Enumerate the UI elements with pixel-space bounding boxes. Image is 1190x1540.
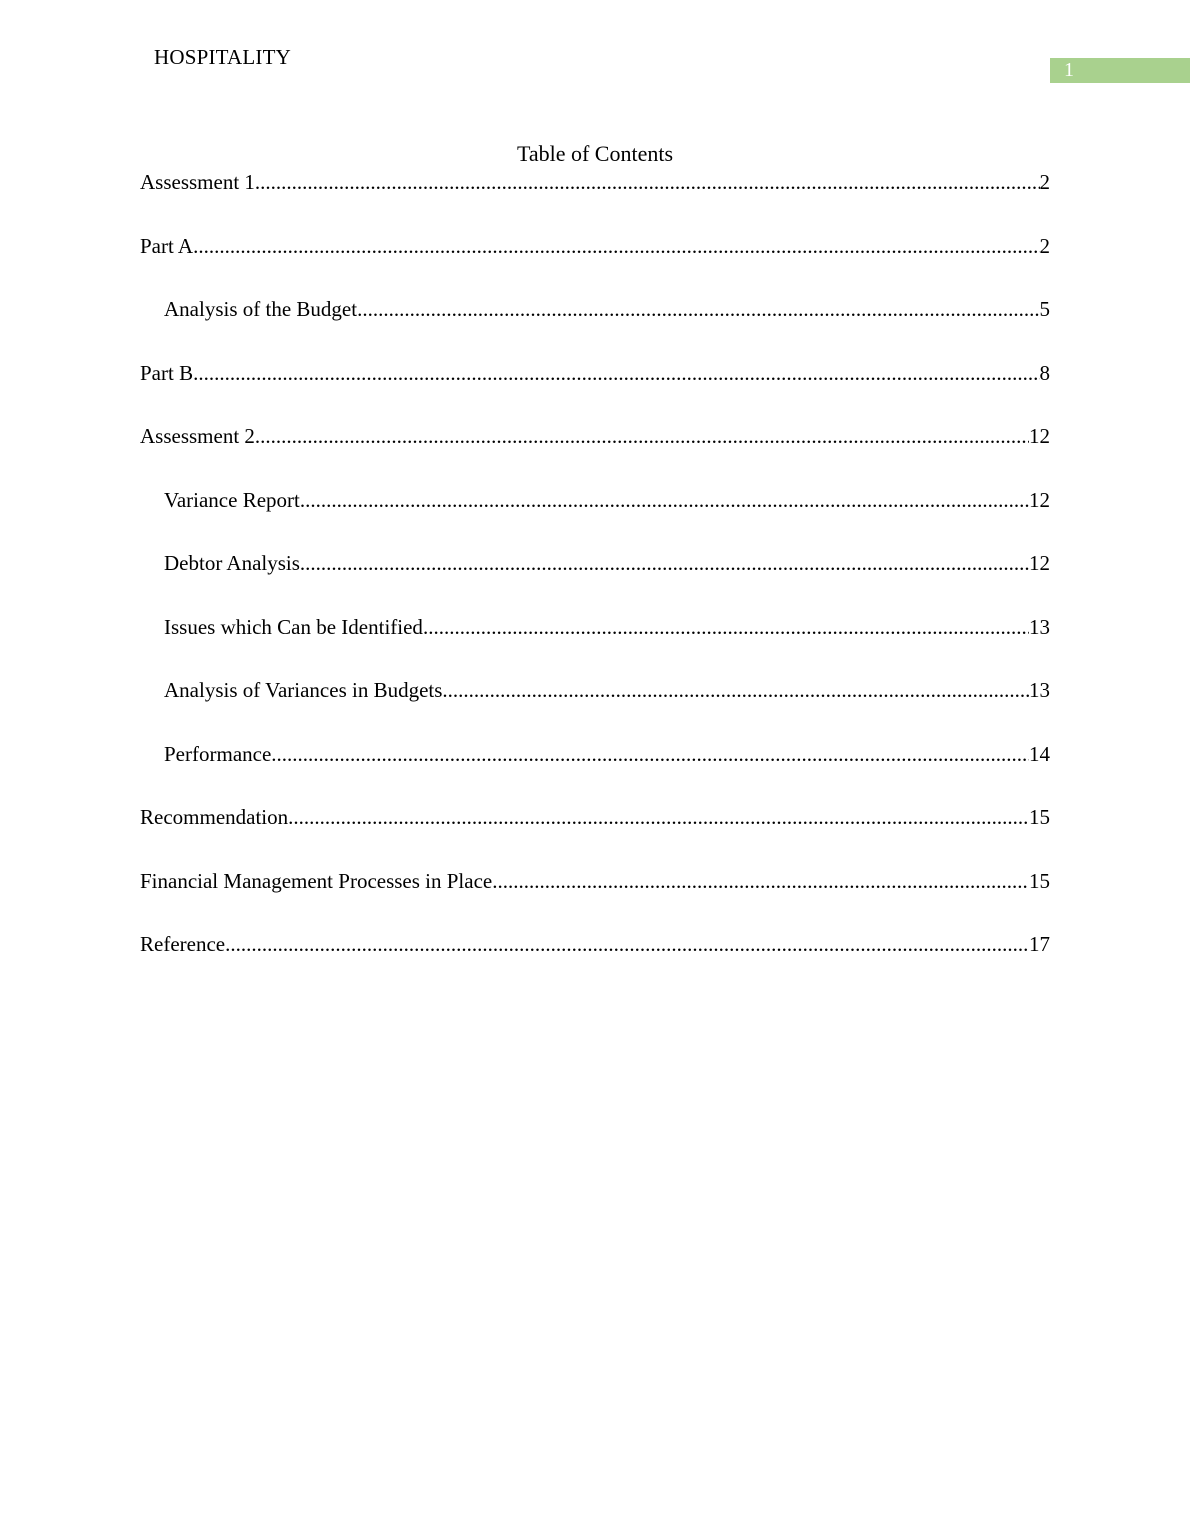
toc-entry-label: Part B [140,360,194,385]
toc-entry-page: 2 [1039,233,1050,258]
toc-entry-page: 13 [1029,614,1050,639]
toc-entry-label: Performance [164,741,272,766]
dot-leader [300,486,1029,514]
toc-entry-page: 5 [1039,297,1050,321]
toc-entry-page: 17 [1029,932,1050,956]
toc-entry-label: Recommendation [140,805,289,829]
toc-entry-page: 14 [1029,741,1050,766]
dot-leader [288,803,1029,831]
toc-entry-page: 15 [1029,868,1050,893]
page-number-badge: 1 [1050,58,1190,83]
toc-entry-reference[interactable] [140,930,1050,994]
toc-entry-label: Financial Management Processes in Place [140,868,493,893]
toc-entry-variance-report[interactable] [140,486,1050,550]
toc-entry-assessment-1[interactable] [140,168,1050,232]
toc-entry-page: 15 [1029,805,1050,829]
toc-entry-page: 12 [1029,424,1050,448]
dot-leader [193,359,1039,387]
dot-leader [492,867,1029,895]
dot-leader [357,295,1039,323]
toc-entry-label: Part A [140,233,194,258]
running-head: HOSPITALITY [154,45,292,69]
toc-entry-recommendation[interactable] [140,803,1050,867]
toc-entry-page: 2 [1039,170,1050,194]
toc-entry-financial-management[interactable] [140,867,1050,931]
toc-title: Table of Contents [516,141,674,166]
dot-leader [255,422,1029,450]
toc-entry-performance[interactable] [140,740,1050,804]
toc-entry-page: 12 [1029,551,1050,575]
toc-entry-analysis-of-the-budget[interactable] [140,295,1050,359]
toc-entry-label: Issues which Can be Identified [164,614,423,639]
toc-list [140,168,1050,994]
toc-entry-debtor-analysis[interactable] [140,549,1050,613]
toc-entry-label: Variance Report [164,487,300,512]
toc-entry-label: Debtor Analysis [164,551,300,575]
toc-entry-page: 13 [1029,678,1050,702]
dot-leader [423,613,1029,641]
toc-entry-issues-identified[interactable] [140,613,1050,677]
dot-leader [271,740,1029,768]
toc-entry-label: Assessment 1 [140,170,255,194]
toc-entry-label: Assessment 2 [140,424,255,448]
toc-entry-label: Analysis of the Budget [164,297,358,321]
dot-leader [300,549,1029,577]
toc-entry-label: Reference [140,932,226,956]
toc-entry-assessment-2[interactable] [140,422,1050,486]
toc-entry-page: 12 [1029,487,1050,512]
dot-leader [255,168,1040,196]
dot-leader [193,232,1039,260]
toc-entry-analysis-of-variances[interactable] [140,676,1050,740]
dot-leader [225,930,1029,958]
toc-entry-part-a[interactable] [140,232,1050,296]
toc-entry-label: Analysis of Variances in Budgets [164,678,443,702]
toc-entry-page: 8 [1039,360,1050,385]
toc-entry-part-b[interactable] [140,359,1050,423]
dot-leader [442,676,1029,704]
